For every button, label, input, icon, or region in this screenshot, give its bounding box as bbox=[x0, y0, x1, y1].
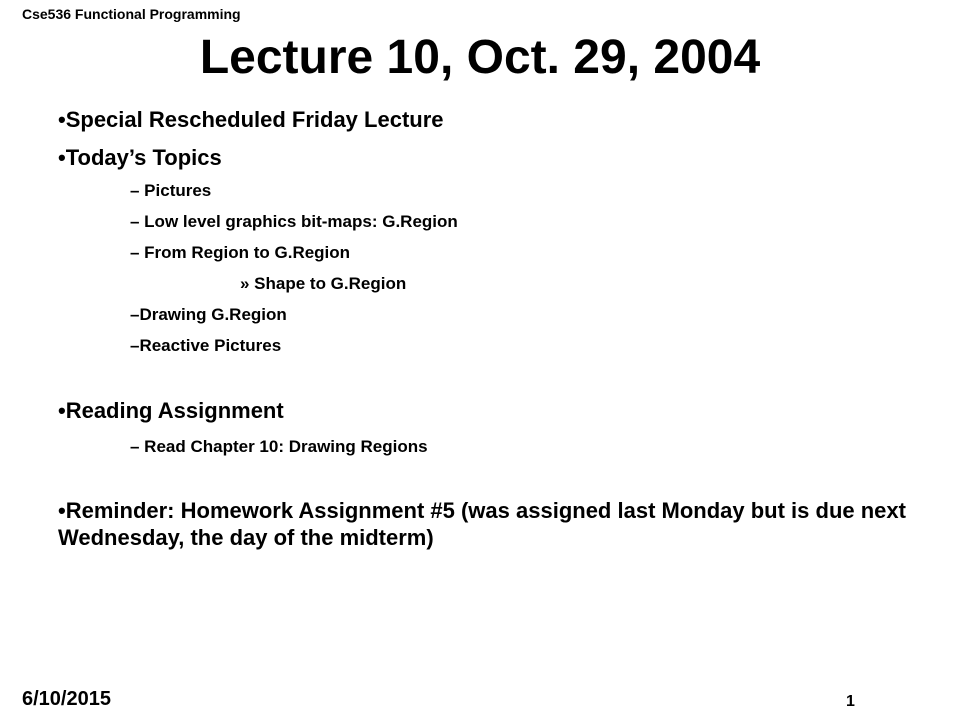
subtopic-shape-to-gregion: » Shape to G.Region bbox=[240, 274, 407, 293]
course-header: Cse536 Functional Programming bbox=[22, 6, 241, 22]
bullet-reading-assignment: •Reading Assignment bbox=[58, 398, 284, 423]
bullet-todays-topics: •Today’s Topics bbox=[58, 145, 222, 170]
slide-title: Lecture 10, Oct. 29, 2004 bbox=[199, 31, 761, 84]
topic-drawing-gregion: –Drawing G.Region bbox=[130, 305, 287, 324]
topic-region-to-gregion: – From Region to G.Region bbox=[130, 243, 351, 262]
topic-pictures: – Pictures bbox=[130, 181, 212, 200]
bullet-reminder: •Reminder: Homework Assignment #5 (was assigned last Monday but is due next Wednesday, the day of the midterm) bbox=[58, 498, 906, 550]
topic-reactive-pictures: –Reactive Pictures bbox=[130, 336, 282, 355]
page-number: 1 bbox=[846, 693, 855, 710]
reading-chapter: – Read Chapter 10: Drawing Regions bbox=[130, 437, 428, 456]
topic-low-level-graphics: – Low level graphics bit-maps: G.Region bbox=[130, 212, 458, 231]
bullet-special-lecture: •Special Rescheduled Friday Lecture bbox=[58, 107, 444, 132]
footer-date: 6/10/2015 bbox=[22, 688, 111, 710]
